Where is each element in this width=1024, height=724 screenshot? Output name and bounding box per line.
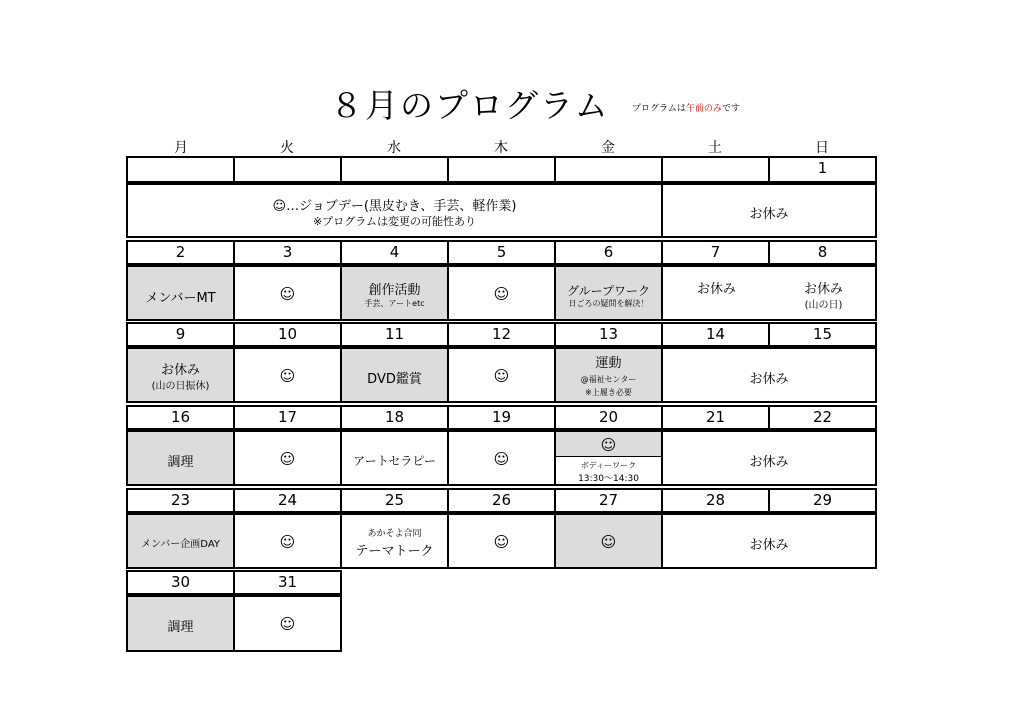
smile-icon: ☺ [493,450,510,468]
program-note [632,101,740,114]
event-label: メンバーMT [145,291,216,306]
note-text: プログラムは [632,104,686,114]
date-cell-empty [340,156,449,183]
smile-icon: ☺ [600,436,617,454]
event-cooking [126,595,235,652]
jobday-half [556,432,661,457]
date-cell: 15 [768,322,877,347]
smile-icon: ☺ [493,285,510,303]
weekday-tue: 火 [280,140,294,156]
date-cell: 23 [126,488,235,513]
holiday-label: (山の日振休) [151,381,210,392]
event-label: DVD鑑賞 [367,372,422,387]
rest-label: お休み [749,207,789,222]
rest-label: お休み [803,282,843,297]
date-cell: 1 [768,156,877,183]
date-cell: 6 [554,240,663,265]
jobday-line2: ※プログラムは変更の可能性あり [312,215,477,228]
date-cell: 24 [233,488,342,513]
event-theme-talk [340,513,449,569]
date-cell: 30 [126,570,235,595]
date-cell: 22 [768,405,877,430]
event-sublabel: @福祉センター [580,375,637,384]
rest-label: お休み [696,282,736,297]
date-cell: 18 [340,405,449,430]
event-jobday [447,430,556,486]
date-cell: 7 [661,240,770,265]
date-cell-empty [447,156,556,183]
event-jobday [233,513,342,569]
rest-label: お休み [749,455,789,470]
date-cell: 28 [661,488,770,513]
event-label: メンバー企画DAY [141,539,220,550]
note-text-end: です [721,104,740,114]
date-cell-empty [233,156,342,183]
event-art-therapy [340,430,449,486]
event-rest [661,347,877,403]
event-jobday [554,513,663,569]
smile-icon: ☺ [279,367,296,385]
event-rest [661,183,877,238]
event-jobday [447,347,556,403]
event-label: 調理 [167,620,194,635]
event-rest [661,513,877,569]
date-cell: 21 [661,405,770,430]
event-label: グループワーク [566,284,651,298]
smile-icon: ☺ [279,450,296,468]
event-creative [340,265,449,321]
holiday-label: (山の日) [804,300,843,311]
smile-icon: ☺ [493,367,510,385]
weekday-sat: 土 [708,140,722,156]
date-cell: 31 [233,570,342,595]
date-cell: 4 [340,240,449,265]
event-dvd [340,347,449,403]
event-exercise [554,347,663,403]
date-cell: 13 [554,322,663,347]
event-time: 13:30～14:30 [578,474,639,484]
event-jobday [447,513,556,569]
weekday-wed: 水 [387,140,401,156]
jobday-info [126,183,663,238]
event-sublabel: あかそよ合同 [367,529,422,539]
smile-icon: ☺ [279,615,296,633]
date-cell: 26 [447,488,556,513]
rest-label: お休み [749,372,789,387]
date-cell: 17 [233,405,342,430]
date-cell: 16 [126,405,235,430]
date-cell-empty [554,156,663,183]
event-cooking [126,430,235,486]
event-member-day [126,513,235,569]
weekday-mon: 月 [174,140,188,156]
event-sublabel: ボディーワーク [580,461,637,470]
date-cell: 12 [447,322,556,347]
event-jobday [233,347,342,403]
event-jobday [233,430,342,486]
date-cell: 2 [126,240,235,265]
date-cell: 25 [340,488,449,513]
event-jobday [233,595,342,652]
event-label: 創作活動 [368,283,421,298]
event-rest-holiday [126,347,235,403]
date-cell: 19 [447,405,556,430]
date-cell: 10 [233,322,342,347]
event-groupwork [554,265,663,321]
smile-icon: ☺ [279,533,296,551]
jobday-line1: ☺…ジョブデー(黒皮むき、手芸、軽作業) [272,199,517,214]
event-label: 調理 [167,455,194,470]
date-cell: 3 [233,240,342,265]
event-label: テーマトーク [355,544,434,559]
date-cell-empty [126,156,235,183]
date-cell: 5 [447,240,556,265]
date-cell: 11 [340,322,449,347]
event-label: アートセラピー [353,454,436,468]
date-cell-empty [661,156,770,183]
event-member-mt [126,265,235,321]
smile-icon: ☺ [493,533,510,551]
date-cell: 8 [768,240,877,265]
weekday-thu: 木 [494,140,508,156]
date-cell: 9 [126,322,235,347]
smile-icon: ☺ [279,285,296,303]
note-highlight: 午前のみ [685,104,722,114]
weekday-fri: 金 [601,140,615,156]
event-rest [661,430,877,486]
event-label: 運動 [595,356,622,371]
event-rest-weekend [661,265,877,321]
rest-label: お休み [749,538,789,553]
date-cell: 14 [661,322,770,347]
event-jobday [233,265,342,321]
date-cell: 27 [554,488,663,513]
event-bodywork [554,430,663,486]
event-sublabel: 手芸、アートetc [364,299,425,308]
date-cell: 20 [554,405,663,430]
date-cell: 29 [768,488,877,513]
event-sublabel: ※上履き必要 [585,388,632,397]
page-title: ８月のプログラム [330,86,610,125]
event-jobday [447,265,556,321]
event-sublabel: 日ごろの疑問を解決！ [568,299,649,308]
weekday-sun: 日 [815,140,829,156]
smile-icon: ☺ [600,533,617,551]
rest-label: お休み [160,363,200,378]
